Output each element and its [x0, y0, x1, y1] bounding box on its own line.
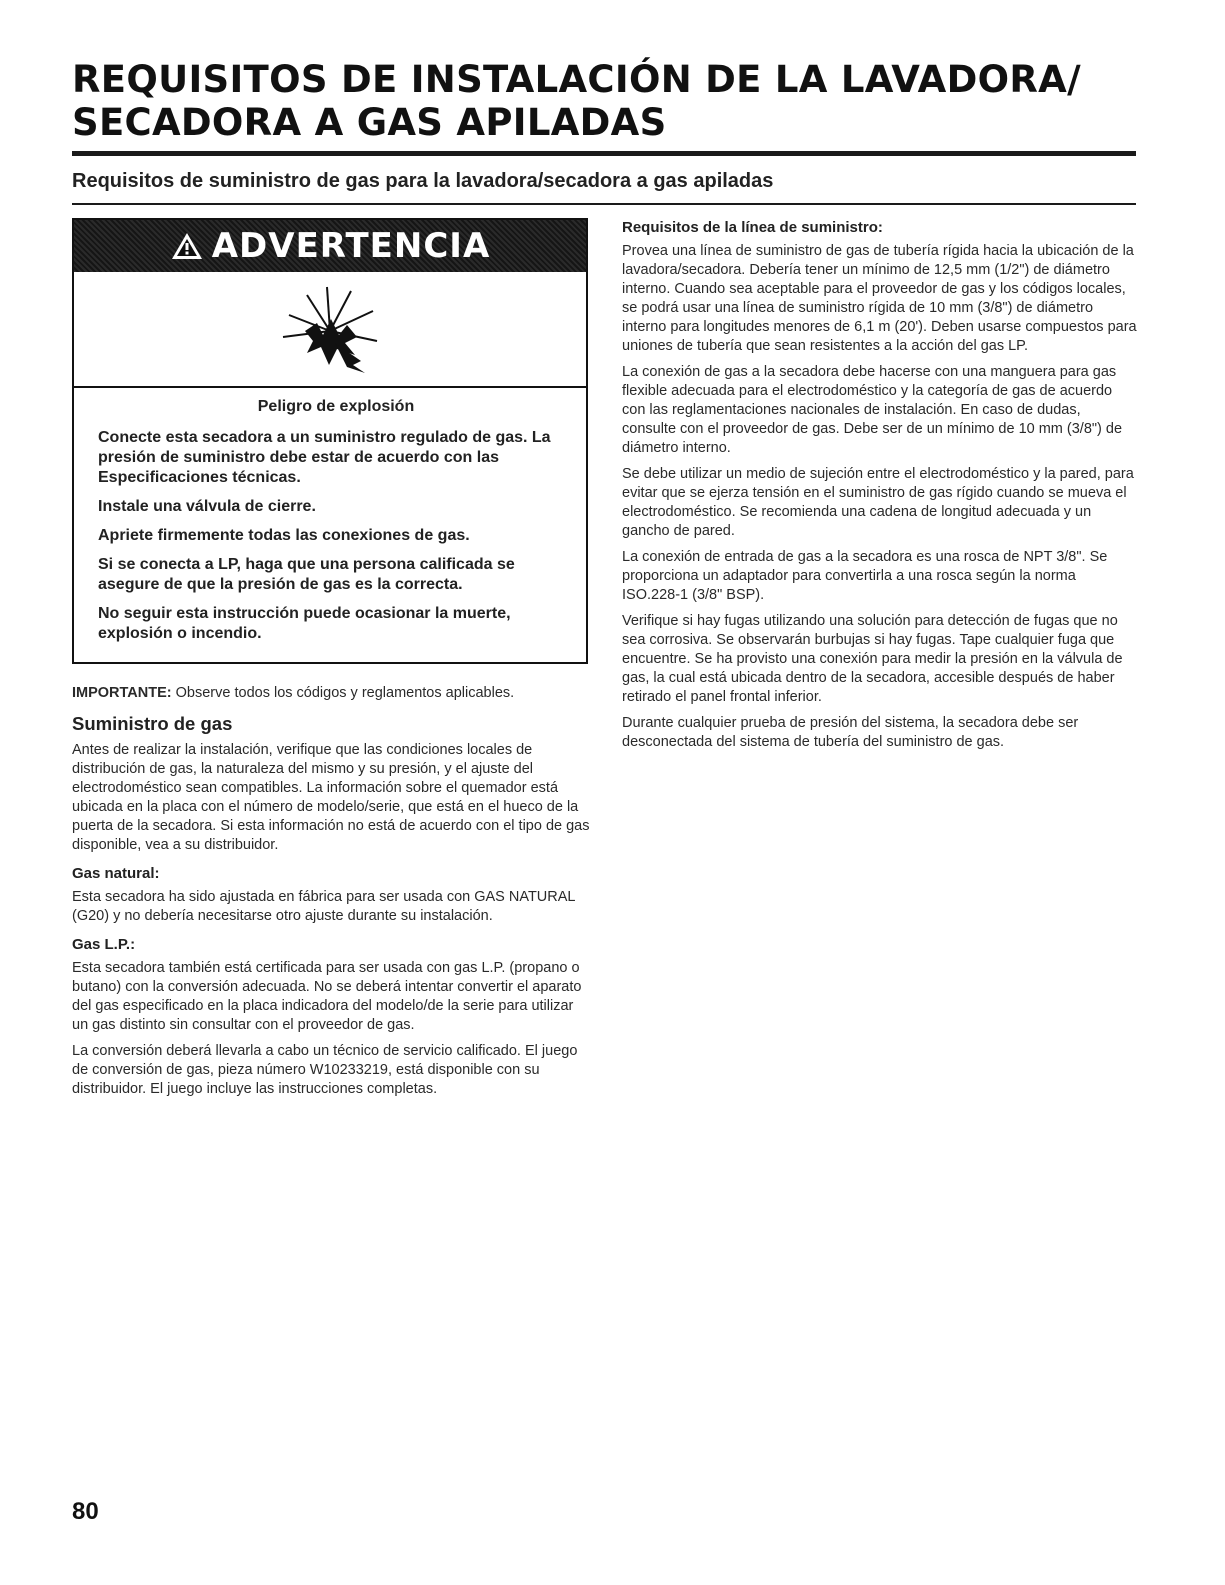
warning-hazard: Peligro de explosión [257, 398, 415, 415]
lp-gas-heading: Gas L.P.: [72, 936, 136, 953]
page-number: 80 [72, 1498, 99, 1525]
warning-header [74, 220, 586, 272]
natural-gas-paragraph: Esta secadora ha sido ajustada en fábrica para ser usada con GAS NATURAL (G20) y no debería necesitarse otro ajuste durante su instalación. [72, 889, 575, 924]
section-subtitle: Requisitos de suministro de gas para la lavadora/secadora a gas apiladas [72, 170, 774, 192]
explosion-icon-area [74, 272, 586, 388]
warning-paragraph: Instale una válvula de cierre. [98, 498, 316, 515]
supply-line-paragraph: Verifique si hay fugas utilizando una solución para detección de fugas que no sea corrosiva. Se observarán burbujas si hay fugas. Tape cualquier fuga que encuentre. Se ha provisto una conexión para medir la presión en la válvula de gas, la cual está ubicada dentro de la secadora, accesible después de haber retirado el panel frontal inferior. [622, 613, 1123, 705]
supply-line-paragraph: Provea una línea de suministro de gas de tubería rígida hacia la ubicación de la lavadora/secadora. Debería tener un mínimo de 12,5 mm (1/2") de diámetro interno. Cuando sea aceptable para el proveedor de gas y los códigos locales, se podrá usar una línea de suministro rígida de 10 mm (3/8") de diámetro interno para longitudes menores de 6,1 m (20'). Deben usarse compuestos para uniones de tubería que sean resistentes a la acción del gas LP. [622, 243, 1137, 354]
warning-box [72, 218, 588, 664]
page-title-line-1: REQUISITOS DE INSTALACIÓN DE LA LAVADORA/ [72, 58, 1081, 101]
lp-gas-paragraph: Esta secadora también está certificada para ser usada con gas L.P. (propano o butano) con la conversión adecuada. No se deberá intentar convertir el aparato del gas especificado en la placa indicadora del modelo/de la serie para utilizar un gas distinto sin consultar con el proveedor de gas. [72, 960, 582, 1033]
supply-line-paragraph: La conexión de gas a la secadora debe hacerse con una manguera para gas flexible adecuada para el electrodoméstico y la categoría de gas de acuerdo con las reglamentaciones nacionales de instalación. En caso de dudas, consulte con el proveedor de gas. Debe ser de un mínimo de 10 mm (3/8") de diámetro interno. [622, 364, 1123, 456]
warning-triangle-icon [170, 231, 204, 261]
left-column [72, 218, 592, 1106]
lp-gas-paragraph: La conversión deberá llevarla a cabo un técnico de servicio calificado. El juego de conversión de gas, pieza número W10233219, está disponible con su distribuidor. El juego incluye las instrucciones completas. [72, 1043, 578, 1097]
important-note [72, 684, 592, 703]
title-divider [72, 151, 1136, 156]
right-column [622, 215, 1137, 759]
page-title-line-2: SECADORA A GAS APILADAS [72, 101, 667, 144]
natural-gas-heading: Gas natural: [72, 865, 160, 882]
warning-paragraph: Conecte esta secadora a un suministro regulado de gas. La presión de suministro debe estar de acuerdo con las Especificaciones técnicas. [98, 429, 551, 486]
supply-line-paragraph: La conexión de entrada de gas a la secadora es una rosca de NPT 3/8". Se proporciona un adaptador para convertirla a una rosca según la norma ISO.228-1 (3/8" BSP). [622, 549, 1108, 603]
important-label: IMPORTANTE: [72, 685, 172, 701]
important-text: Observe todos los códigos y reglamentos aplicables. [171, 685, 515, 701]
gas-supply-paragraph: Antes de realizar la instalación, verifique que las condiciones locales de distribución de gas, la naturaleza del mismo y su presión, y el ajuste del electrodoméstico sean compatibles. La información sobre el quemador está ubicada en la placa con el número de modelo/serie, que está en el hueco de la puerta de la secadora. Si esta información no está de acuerdo con el tipo de gas disponible, vea a su distribuidor. [72, 742, 590, 853]
warning-paragraph: Si se conecta a LP, haga que una persona calificada se asegure de que la presión de gas es la correcta. [98, 556, 515, 593]
warning-paragraph: No seguir esta instrucción puede ocasionar la muerte, explosión o incendio. [98, 605, 511, 642]
subtitle-divider [72, 203, 1136, 205]
page-title [72, 58, 1132, 144]
supply-line-paragraph: Durante cualquier prueba de presión del sistema, la secadora debe ser desconectada del sistema de tubería del suministro de gas. [622, 715, 1079, 750]
supply-line-heading: Requisitos de la línea de suministro: [622, 219, 883, 236]
warning-body [74, 388, 586, 644]
warning-title: ADVERTENCIA [211, 226, 491, 266]
warning-paragraph: Apriete firmemente todas las conexiones de gas. [98, 527, 470, 544]
explosion-icon [265, 281, 395, 377]
gas-supply-heading: Suministro de gas [72, 713, 233, 734]
supply-line-paragraph: Se debe utilizar un medio de sujeción entre el electrodoméstico y la pared, para evitar que se ejerza tensión en el suministro de gas rígido cuando se mueva el electrodoméstico. Se recomienda una cadena de longitud adecuada y un gancho de pared. [622, 466, 1134, 539]
